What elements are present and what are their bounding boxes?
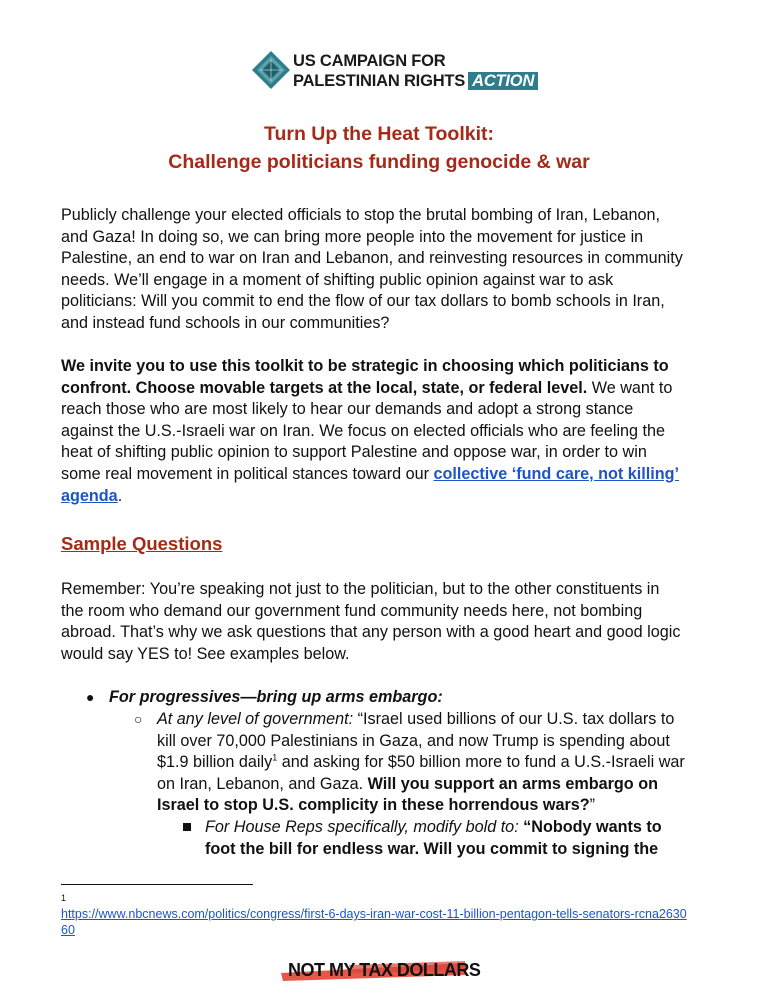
footnote-divider [61,884,253,885]
list-item-any-level [157,709,689,817]
house-reps-label: For House Reps specifically, modify bold to: [205,818,519,836]
footnote-number: 1 [61,893,67,903]
any-level-bold-question: Will you support an arms embargo on Israel to stop U.S. complicity in these horrendous wars? [157,774,658,815]
not-my-tax-dollars-logo [279,957,481,983]
logo-wordmark [293,51,538,91]
invite-end: . [117,486,123,505]
bullet-square [183,823,191,831]
section-paragraph: Remember: You’re speaking not just to the politician, but to the other constituents in the room who demand our government fund community needs here, not bombing abroad. That’s why we ask questions that any person with a good heart and good logic would say YES to! See examples below. [61,580,681,663]
invite-body-text: We want to reach those who are most likely to hear our demands and adopt a strong stance against the U.S.-Israeli war on Iran. We focus on elected officials who are feeling the heat of shifting public opinion to support Palestine and oppose war, in order to win some real movement in political stances toward our [61,378,673,483]
uscpr-action-logo [251,48,535,94]
invite-paragraph [61,356,686,507]
footnote-url-link[interactable]: https://www.nbcnews.com/politics/congress/first-6-days-iran-war-cost-11-billion-pentagon-tells-senators-rcna263060 [61,907,687,937]
list-item-house-reps [205,817,685,860]
any-level-text-a: “Israel used billions of our U.S. tax dollars to kill over 70,000 Palestinians in Gaza, and now Trump is spending about $1.9 billion daily [157,710,675,772]
page-title [0,120,758,176]
title-line1: Turn Up the Heat Toolkit: [263,123,494,145]
footnote-ref[interactable]: 1 [272,752,278,763]
title-line2: Challenge politicians funding genocide & war [168,151,590,173]
diamond-logo-icon [251,50,291,90]
section-heading: Sample Questions [61,533,223,554]
invite-bold-text: We invite you to use this toolkit to be strategic in choosing which politicians to confront. Choose movable targets at the local, state, or federal level. [61,357,669,397]
bullet-circle: ○ [134,711,143,727]
intro-paragraph: Publicly challenge your elected officials to stop the brutal bombing of Iran, Lebanon, and Gaza! In doing so, we can bring more people into the movement for justice in Palestine, an end to war on Iran and Lebanon, and reinvesting resources in community needs. We’ll engage in a moment of shifting public opinion against war to ask politicians: Will you commit to end the flow of our tax dollars to bomb schools in Iran, and instead fund schools in our communities? [61,206,683,332]
footer-logo-text: NOT MY TAX DOLLARS [288,960,481,980]
list-item-progressives: For progressives—bring up arms embargo: [109,688,443,706]
any-level-end: ” [589,796,596,815]
logo-line1: US CAMPAIGN FOR [293,52,446,70]
agenda-link[interactable]: collective ‘fund care, not killing’ agenda [61,464,680,505]
house-reps-bold: “Nobody wants to foot the bill for endless war. Will you commit to signing the [205,818,662,858]
bullet-dot: ● [86,689,95,705]
any-level-label: At any level of government: [157,710,354,728]
logo-action-badge: ACTION [468,72,538,90]
logo-line2: PALESTINIAN RIGHTS [293,72,466,90]
any-level-text-b: and asking for $50 billion more to fund a U.S.-Israeli war on Iran, Lebanon, and Gaza. [157,753,685,793]
